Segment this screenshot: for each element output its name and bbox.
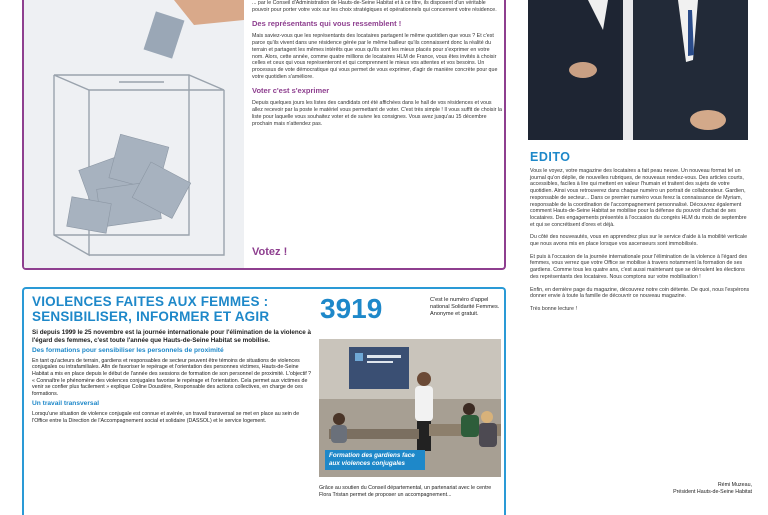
ballot-box-image — [24, 0, 244, 268]
representatives-paragraph: Mais saviez-vous que les représentants des locataires partagent le même quotidien que vous ? Et c'est parce qu'ils vivent dans une résidence gérée par le même bailleur qu'ils connaissent donc la réalité du terrain et partagent les mêmes intérêts que vous qu'ils sont les mieux placés pour s'exprimer en votre nom. Alors, cette année, comme quatre millions de locataires HLM de France, vous êtes invités à choisir celles et ceux qui vous représenteront et qui comprennent le mieux vos attentes et vos besoins. Un processus de vote démocratique qui vous permet de vous exprimer, d'agir de manière concrète pour que votre quotidien s'améliore. — [252, 32, 498, 81]
violences-intro: Si depuis 1999 le 25 novembre est la journée internationale pour l'élimination de la violence à l'égard des femmes, c'est toute l'année que Hauts-de-Seine Habitat se mobilise. — [32, 329, 312, 344]
edito-paragraph-1: Vous le voyez, votre magazine des locataires a fait peau neuve. Un nouveau format tel un journal qu'on déplie, de nouvelles rubriques, de nouveaux rendez-vous. Des articles courts, accessibles, faciles à lire qui mettent en valeur l'humain et traitent des sujets de votre quotidien. Ainsi vous retrouverez dans chaque numéro un portrait de collaborateur. Gardien, responsable de secteur... Dans ce premier numéro vous ferez la connaissance de Myriam, responsable de la coordination de l'accompagnement personnalisé. Découvrez également comment Hauts-de-Seine Habitat se mobilise pour la défense du pouvoir d'achat de ses locataires. Des engagements présentés à l'occasion du congrès HLM du mois de septembre et qui se concrétisent d'ores et déjà. — [530, 168, 747, 228]
violences-section — [22, 287, 506, 515]
signer-title: Président Hauts-de-Seine Habitat — [673, 489, 752, 495]
training-paragraph: En tant qu'acteurs de terrain, gardiens et responsables de secteur peuvent être témoins de situations de violences conjugales ou intrafamiliales. Afin de favoriser le repérage et l'orientation des personnes victimes, Hauts-de-Seine Habitat a mis en place depuis le début de l'année des sessions de formation de son personnel de proximité. L'objectif ? « Connaître le phénomène des violences conjugales favorise le repérage et l'orientation. Cela permet aux victimes de venir se confier plus facilement » explique Coline Dousdère, Responsable des actions collectives, en charge de ces formations. — [32, 357, 312, 397]
training-heading: Des formations pour sensibiliser les personnels de proximité — [32, 347, 224, 355]
transversal-heading: Un travail transversal — [32, 400, 100, 408]
edito-body — [530, 168, 752, 319]
president-portrait — [528, 0, 748, 140]
vote-paragraph: Depuis quelques jours les listes des candidats ont été affichées dans le hall de vos résidences et vous allez recevoir par la poste le matériel vous permettant de voter. C'est très simple ! Il vous suffit de choisir la liste pour laquelle vous souhaitez voter et de suivre les consignes. Vous avez jusqu'au 15 décembre prochain mais n'attendez pas. — [252, 100, 502, 127]
helpline-description: C'est le numéro d'appel national Solidarité Femmes. Anonyme et gratuit. — [430, 297, 500, 317]
elections-intro: ... par le Conseil d'Administration de Hauts-de-Seine Habitat et à ce titre, ils disposent d'un véritable pouvoir pour porter votre voix sur les choix stratégiques et opérationnels qui concernent votre résidence. — [252, 0, 497, 13]
violences-text — [32, 329, 314, 428]
edito-paragraph-4: Enfin, en dernière page du magazine, découvrez notre coin détente. De quoi, nous l'espérons donner envie à toute la famille de découvrir ce nouveau magazine. — [530, 286, 750, 300]
elections-section — [22, 0, 506, 270]
photo-caption: Formation des gardiens face aux violences conjugales — [325, 450, 425, 470]
edito-column — [528, 0, 758, 515]
edito-signature — [530, 482, 752, 496]
partnership-paragraph: Grâce au soutien du Conseil départemental, un partenariat avec le centre Flora Tristan permet de proposer un accompagnement... — [319, 485, 492, 498]
elections-text — [252, 0, 502, 133]
representatives-heading: Des représentants qui vous ressemblent ! — [252, 18, 402, 28]
portrait-illustration — [528, 0, 748, 140]
helpline-number: 3919 — [320, 293, 383, 324]
edito-closing: Très bonne lecture ! — [530, 305, 577, 312]
edito-title: EDITO — [530, 150, 571, 164]
vote-heading: Voter c'est s'exprimer — [252, 86, 330, 96]
signer-name: Rémi Muzeau, — [717, 482, 752, 488]
ballot-box-illustration — [24, 0, 244, 268]
votez-callout: Votez ! — [252, 246, 288, 258]
edito-paragraph-3: Et puis à l'occasion de la journée internationale pour l'élimination de la violence à l'égard des femmes, vous verrez que votre Office se mobilise à travers notamment la formation de ses gardiens. Comme tous les quatre ans, c'est aussi maintenant que se déroulent les élections des représentants des locataires. Nous comptons sur votre mobilisation ! — [530, 253, 748, 280]
transversal-paragraph: Lorsqu'une situation de violence conjugale est connue et avérée, un travail transversal se met en place au sein de l'Office entre la Direction de l'Accompagnement social et solidaire (DASSOL) et le service logement. — [32, 410, 300, 424]
edito-paragraph-2: Du côté des nouveautés, vous en apprendrez plus sur le service d'aide à la mobilité verticale que nous avons mis en place lorsque vos ascenseurs sont immobilisés. — [530, 234, 748, 248]
violences-title: VIOLENCES FAITES AUX FEMMES : SENSIBILISER, INFORMER ET AGIR — [32, 294, 270, 324]
